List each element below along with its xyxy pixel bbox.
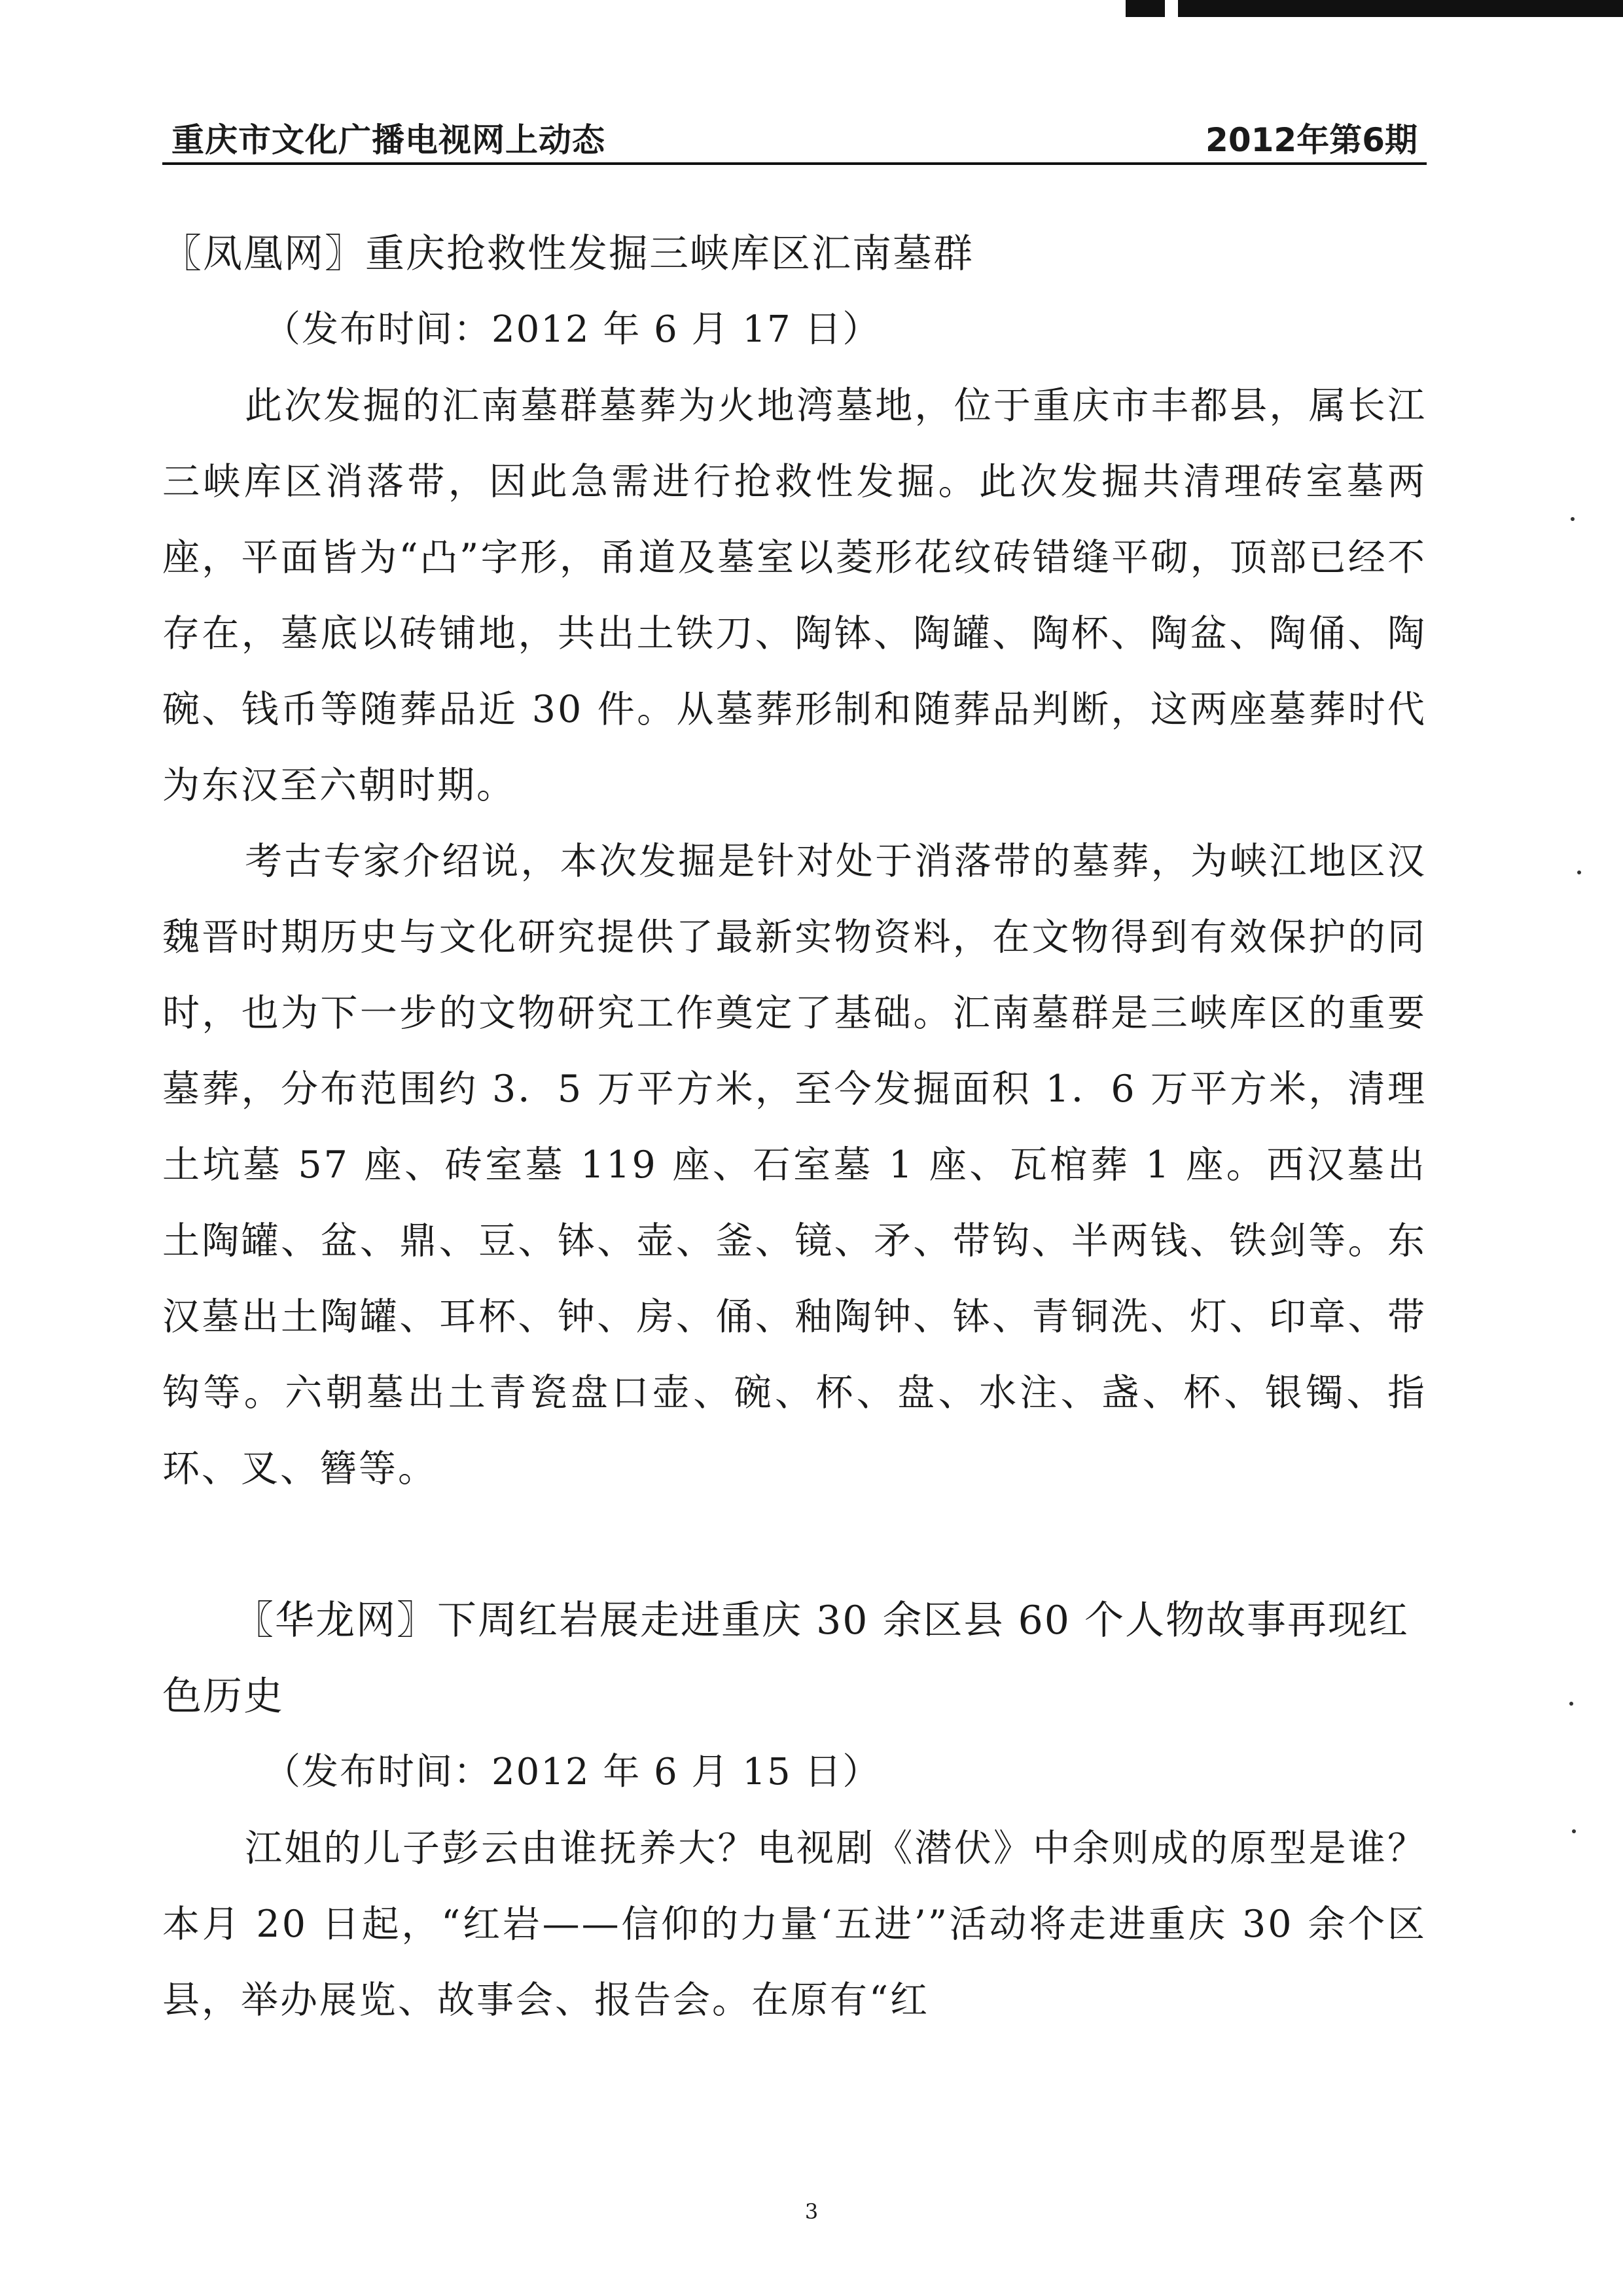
scan-speck	[1577, 870, 1581, 874]
article	[162, 216, 1427, 1507]
page-body	[162, 216, 1427, 2038]
header-rule	[162, 162, 1427, 165]
publication-title: 重庆市文化广播电视网上动态	[171, 121, 605, 159]
scan-speck	[1571, 517, 1575, 521]
scan-edge-mark	[1178, 0, 1623, 17]
page-number: 3	[804, 2199, 819, 2224]
article-paragraph: 考古专家介绍说，本次发掘是针对处于消落带的墓葬，为峡江地区汉魏晋时期历史与文化研究提供了最新实物资料，在文物得到有效保护的同时，也为下一步的文物研究工作奠定了基础。汇南墓群是三峡库区的重要墓葬，分布范围约 3．5 万平方米，至今发掘面积 1．6 万平方米，清理土坑墓 57 座、砖室墓 119 座、石室墓 1 座、瓦棺葬 1 座。西汉墓出土陶罐、盆、鼎、豆、钵、壶、釜、镜、矛、带钩、半两钱、铁剑等。东汉墓出土陶罐、耳杯、钟、房、俑、釉陶钟、钵、青铜洗、灯、印章、带钩等。六朝墓出土青瓷盘口壶、碗、杯、盘、水注、盏、杯、银镯、指环、叉、簪等。	[162, 840, 1427, 1490]
scan-edge-mark	[1126, 0, 1165, 17]
section-gap	[162, 1507, 1427, 1583]
scan-speck	[1569, 1702, 1573, 1706]
issue-number: 2012年第6期	[1205, 121, 1418, 159]
scan-speck	[1572, 1829, 1576, 1833]
publish-date: （发布时间：2012 年 6 月 15 日）	[264, 1751, 881, 1793]
article-paragraph: 江姐的儿子彭云由谁抚养大？电视剧《潜伏》中余则成的原型是谁？本月 20 日起，“红岩——信仰的力量‘五进’”活动将走进重庆 30 余个区县，举办展览、故事会、报告会。在原有“红	[162, 1827, 1427, 2022]
publish-date: （发布时间：2012 年 6 月 17 日）	[264, 308, 881, 351]
article-paragraph: 此次发掘的汇南墓群墓葬为火地湾墓地，位于重庆市丰都县，属长江三峡库区消落带，因此急需进行抢救性发掘。此次发掘共清理砖室墓两座，平面皆为“凸”字形，甬道及墓室以菱形花纹砖错缝平砌，顶部已经不存在，墓底以砖铺地，共出土铁刀、陶钵、陶罐、陶杯、陶盆、陶俑、陶碗、钱币等随葬品近 30 件。从墓葬形制和随葬品判断，这两座墓葬时代为东汉至六朝时期。	[162, 384, 1427, 807]
page-header	[162, 110, 1427, 162]
article	[162, 1583, 1427, 2038]
article-title: 〖凤凰网〗重庆抢救性发掘三峡库区汇南墓群	[162, 231, 974, 277]
article-title: 〖华龙网〗下周红岩展走进重庆 30 余区县 60 个人物故事再现红色历史	[162, 1598, 1409, 1719]
